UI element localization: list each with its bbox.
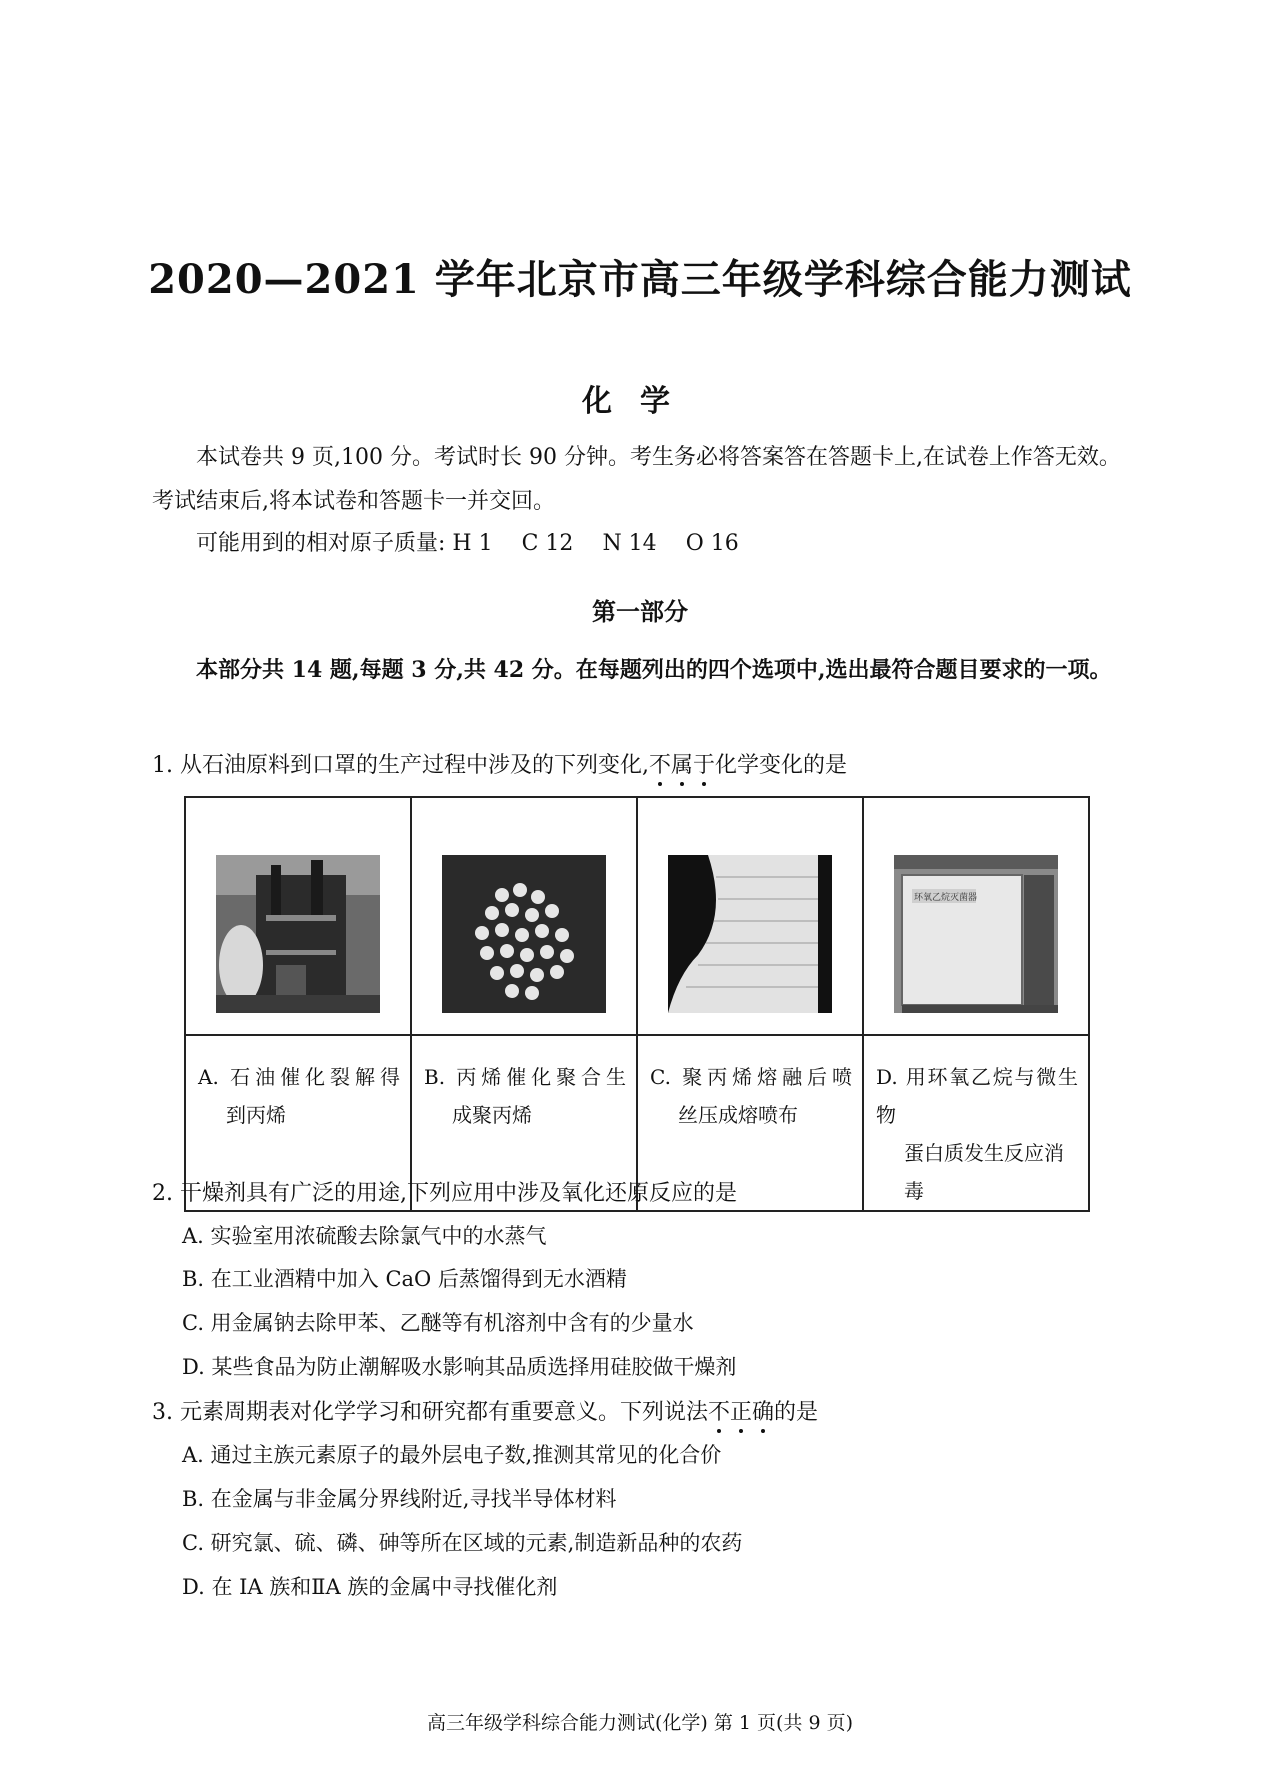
sterilizer-sign: 环氧乙烷灭菌器 — [914, 893, 978, 903]
q1-emph-1: 不 — [648, 753, 671, 778]
q1-stem-before: 1. 从石油原料到口罩的生产过程中涉及的下列变化, — [152, 753, 649, 778]
q3-option-d: D. 在 IA 族和ⅡA 族的金属中寻找催化剂 — [182, 1575, 558, 1599]
q3-option-c: C. 研究氯、硫、磷、砷等所在区域的元素,制造新品种的农药 — [182, 1531, 743, 1555]
atomic-mass-line — [196, 526, 761, 557]
sterilizer-photo — [894, 855, 1058, 1013]
q3-option-b: B. 在金属与非金属分界线附近,寻找半导体材料 — [182, 1487, 617, 1511]
q2-option-b: B. 在工业酒精中加入 CaO 后蒸馏得到无水酒精 — [182, 1267, 627, 1291]
atomic-mass-label: 可能用到的相对原子质量: — [196, 531, 446, 556]
atomic-mass-o: O 16 — [685, 531, 739, 556]
subject-title: 化学 — [582, 384, 698, 419]
refinery-photo — [216, 855, 380, 1013]
q1-option-c-line2: 丝压成熔喷布 — [678, 1103, 798, 1127]
exam-notice: 本试卷共 9 页,100 分。考试时长 90 分钟。考生务必将答案答在答题卡上,在试卷上作答无效。考试结束后,将本试卷和答题卡一并交回。 — [152, 445, 1121, 514]
q1-stem — [152, 748, 847, 779]
polypropylene-pellets-photo — [442, 855, 606, 1013]
q2-stem: 2. 干燥剂具有广泛的用途,下列应用中涉及氧化还原反应的是 — [152, 1181, 737, 1206]
q1-stem-after: 化学变化的是 — [715, 753, 848, 778]
atomic-mass-n: N 14 — [602, 531, 657, 556]
q1-image-cell-c — [637, 797, 863, 1035]
q2-option-d: D. 某些食品为防止潮解吸水影响其品质选择用硅胶做干燥剂 — [182, 1355, 737, 1379]
q2-option-c: C. 用金属钠去除甲苯、乙醚等有机溶剂中含有的少量水 — [182, 1311, 694, 1335]
q2-option-a: A. 实验室用浓硫酸去除氯气中的水蒸气 — [182, 1224, 547, 1248]
part-one-title: 第一部分 — [592, 597, 688, 626]
q1-option-a-line1: A. 石油催化裂解得 — [198, 1065, 400, 1089]
q1-emph-2: 属 — [671, 753, 694, 778]
atomic-mass-h: H 1 — [452, 531, 493, 556]
part-one-instructions: 本部分共 14 题,每题 3 分,共 42 分。在每题列出的四个选项中,选出最符合题目要求的一项。 — [196, 657, 1112, 683]
page-footer: 高三年级学科综合能力测试(化学) 第 1 页(共 9 页) — [426, 1712, 854, 1734]
q1-option-b-line1: B. 丙烯催化聚合生 — [424, 1065, 626, 1089]
q3-stem — [152, 1395, 818, 1426]
q1-options-table — [184, 796, 1090, 1212]
q3-stem-before: 3. 元素周期表对化学学习和研究都有重要意义。下列说法 — [152, 1400, 708, 1425]
q3-emph-3: 确 — [752, 1400, 775, 1425]
q1-option-b-line2: 成聚丙烯 — [452, 1103, 532, 1127]
melt-blown-fabric-photo — [668, 855, 832, 1013]
q3-emph-1: 不 — [708, 1400, 731, 1425]
q3-emph-2: 正 — [730, 1400, 753, 1425]
q1-image-cell-d — [863, 797, 1089, 1035]
q1-option-c-line1: C. 聚丙烯熔融后喷 — [650, 1065, 852, 1089]
q3-option-a: A. 通过主族元素原子的最外层电子数,推测其常见的化合价 — [182, 1443, 722, 1467]
exam-title: 2020—2021 学年北京市高三年级学科综合能力测试 — [148, 256, 1132, 303]
atomic-mass-c: C 12 — [521, 531, 574, 556]
q1-image-cell-a — [185, 797, 411, 1035]
q1-emph-3: 于 — [693, 753, 716, 778]
q1-option-a-line2: 到丙烯 — [226, 1103, 286, 1127]
q1-option-d-line1: D. 用环氧乙烷与微生物 — [876, 1065, 1078, 1127]
q3-stem-after: 的是 — [774, 1400, 819, 1425]
q1-image-cell-b — [411, 797, 637, 1035]
q1-option-d-line2: 蛋白质发生反应消毒 — [904, 1141, 1064, 1203]
q1-option-d — [863, 1035, 1089, 1211]
